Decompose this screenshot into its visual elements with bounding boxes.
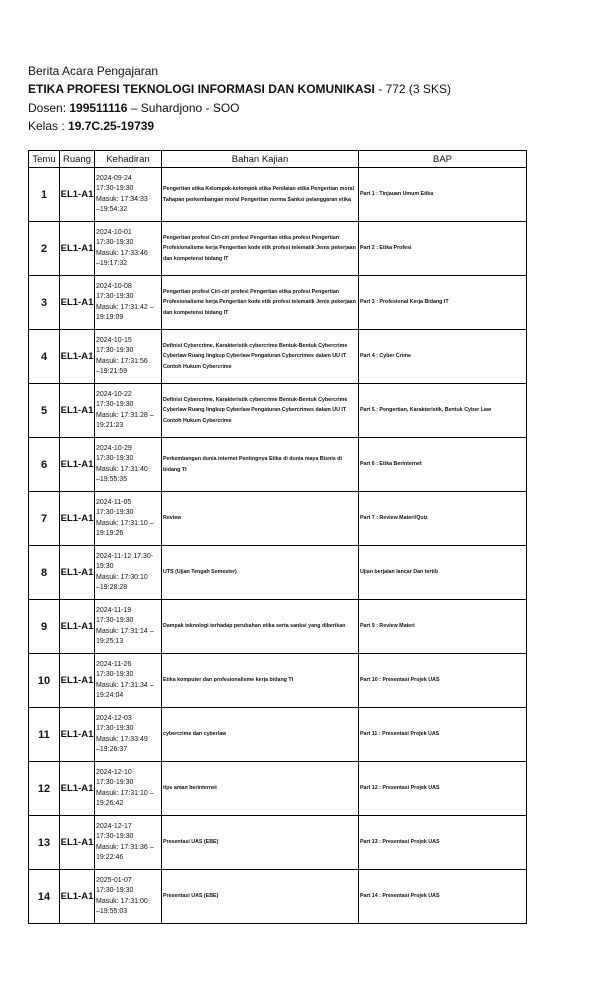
cell-bahan-kajian: Definisi Cybercrime, Karakteristik cybercrime Bentuk-Bentuk Cybercrime Cyberlaw Ruang lingkup Cyberlaw Pengaturan Cybercrimes dalam UU IT Contoh Hukum Cybercrime bbox=[162, 384, 359, 438]
attendance-line: 19:24:04 bbox=[96, 691, 124, 699]
attendance-line: –19:54:32 bbox=[96, 205, 128, 213]
cell-ruang: EL1-A1 bbox=[60, 168, 95, 222]
table-row bbox=[29, 330, 527, 384]
cell-ruang: EL1-A1 bbox=[60, 276, 95, 330]
document-title: Berita Acara Pengajaran bbox=[28, 64, 159, 78]
cell-temu: 5 bbox=[29, 384, 60, 438]
attendance-line: Masuk: 17:31:40 bbox=[96, 465, 148, 473]
course-name: ETIKA PROFESI TEKNOLOGI INFORMASI DAN KOMUNIKASI bbox=[28, 82, 375, 97]
cell-bahan-kajian: Pengertian profesi Ciri-ciri profesi Pengertian etika profesi Pengertian Profesionalisme kerja Pengertian kode etik profesi telematik Jenis pekerjaan dan kompetensi bidang IT bbox=[162, 222, 359, 276]
attendance-line: –19:55:35 bbox=[96, 475, 128, 483]
cell-bahan-kajian: Etika komputer dan profesionalisme kerja bidang TI bbox=[162, 654, 359, 708]
cell-temu: 6 bbox=[29, 438, 60, 492]
cell-kehadiran bbox=[95, 546, 162, 600]
attendance-line: 2024-10-22 bbox=[96, 391, 132, 399]
cell-bap: Part 3 : Profesional Kerja Bidang IT bbox=[359, 276, 527, 330]
attendance-line: 17:30-19:30 bbox=[96, 509, 134, 517]
cell-bap: Part 13 : Presentasi Projek UAS bbox=[359, 816, 527, 870]
attendance-line: 2024-09-24 bbox=[96, 175, 132, 183]
attendance-line: 19:25:13 bbox=[96, 637, 124, 645]
cell-temu: 12 bbox=[29, 762, 60, 816]
cell-temu: 10 bbox=[29, 654, 60, 708]
cell-bahan-kajian: Presentasi UAS (EBE) bbox=[162, 870, 359, 924]
cell-temu: 2 bbox=[29, 222, 60, 276]
course-info: - 772 (3 SKS) bbox=[374, 82, 451, 97]
cell-temu: 7 bbox=[29, 492, 60, 546]
col-header-ruang: Ruang bbox=[60, 151, 95, 168]
lecturer-id: 199511116 bbox=[69, 100, 128, 115]
cell-kehadiran bbox=[95, 870, 162, 924]
document-header bbox=[28, 62, 588, 136]
attendance-line: 2024-11-26 bbox=[96, 661, 132, 669]
attendance-line: 17:30-19:30 bbox=[96, 239, 134, 247]
cell-ruang: EL1-A1 bbox=[60, 654, 95, 708]
table-row bbox=[29, 492, 527, 546]
cell-bap: Part 10 : Presentasi Projek UAS bbox=[359, 654, 527, 708]
cell-bap: Part 7 : Review Materi/Quiz bbox=[359, 492, 527, 546]
cell-temu: 1 bbox=[29, 168, 60, 222]
cell-ruang: EL1-A1 bbox=[60, 546, 95, 600]
cell-temu: 4 bbox=[29, 330, 60, 384]
cell-bap: Part 1 : Tinjauan Umum Etika bbox=[359, 168, 527, 222]
col-header-bap: BAP bbox=[359, 151, 527, 168]
attendance-line: 2025-01-07 bbox=[96, 877, 132, 885]
attendance-line: 17:30-19:30 bbox=[96, 293, 134, 301]
cell-ruang: EL1-A1 bbox=[60, 762, 95, 816]
cell-kehadiran bbox=[95, 600, 162, 654]
cell-ruang: EL1-A1 bbox=[60, 870, 95, 924]
attendance-line: 19:22:46 bbox=[96, 853, 124, 861]
cell-kehadiran bbox=[95, 708, 162, 762]
attendance-line: 19:19:09 bbox=[96, 313, 124, 321]
table-row bbox=[29, 816, 527, 870]
table-row bbox=[29, 168, 527, 222]
cell-bap: Part 12 : Presentasi Projek UAS bbox=[359, 762, 527, 816]
cell-temu: 9 bbox=[29, 600, 60, 654]
table-row bbox=[29, 222, 527, 276]
cell-bahan-kajian: UTS (Ujian Tengah Semester) bbox=[162, 546, 359, 600]
cell-ruang: EL1-A1 bbox=[60, 816, 95, 870]
cell-ruang: EL1-A1 bbox=[60, 384, 95, 438]
attendance-line: 17:30-19:30 bbox=[96, 617, 134, 625]
table-row bbox=[29, 438, 527, 492]
attendance-line: Masuk: 17:31:00 bbox=[96, 897, 148, 905]
table-body bbox=[29, 168, 527, 924]
attendance-line: 2024-10-15 bbox=[96, 337, 132, 345]
attendance-line: Masuk: 17:31:56 bbox=[96, 357, 148, 365]
cell-bahan-kajian: Definisi Cybercrime, Karakteristik cybercrime Bentuk-Bentuk Cybercrime Cyberlaw Ruang lingkup Cyberlaw Pengaturan Cybercrimes dalam UU IT Contoh Hukum Cybercrime bbox=[162, 330, 359, 384]
cell-kehadiran bbox=[95, 222, 162, 276]
cell-bahan-kajian: Dampak teknologi terhadap perubahan etika serta sanksi yang diberikan bbox=[162, 600, 359, 654]
cell-temu: 13 bbox=[29, 816, 60, 870]
attendance-line: 2024-12-10 bbox=[96, 769, 132, 777]
cell-kehadiran bbox=[95, 438, 162, 492]
cell-kehadiran bbox=[95, 168, 162, 222]
attendance-line: 2024-12-17 bbox=[96, 823, 132, 831]
class-label: Kelas : bbox=[28, 119, 69, 134]
cell-bap: Part 14 : Presentasi Projek UAS bbox=[359, 870, 527, 924]
attendance-line: 19:30 bbox=[96, 563, 114, 571]
cell-bahan-kajian: Presentasi UAS (EBE) bbox=[162, 816, 359, 870]
attendance-line: 2024-10-29 bbox=[96, 445, 132, 453]
attendance-line: 17:30-19:30 bbox=[96, 455, 134, 463]
cell-kehadiran bbox=[95, 816, 162, 870]
cell-kehadiran bbox=[95, 276, 162, 330]
attendance-line: 17:30-19:30 bbox=[96, 833, 134, 841]
table-row bbox=[29, 870, 527, 924]
attendance-line: 17:30-19:30 bbox=[96, 401, 134, 409]
attendance-line: Masuk: 17:31:36 – bbox=[96, 843, 154, 851]
col-header-kehadiran: Kehadiran bbox=[95, 151, 162, 168]
table-row bbox=[29, 546, 527, 600]
attendance-line: 19:26:42 bbox=[96, 799, 124, 807]
col-header-temu: Temu bbox=[29, 151, 60, 168]
attendance-line: Masuk: 17:31:10 – bbox=[96, 519, 154, 527]
cell-bap: Part 11 : Presentasi Projek UAS bbox=[359, 708, 527, 762]
attendance-line: Masuk: 17:33:46 bbox=[96, 249, 148, 257]
table-row bbox=[29, 654, 527, 708]
attendance-line: 17:30-19:30 bbox=[96, 671, 134, 679]
attendance-line: 17:30-19:30 bbox=[96, 725, 134, 733]
attendance-line: 2024-11-05 bbox=[96, 499, 132, 507]
cell-ruang: EL1-A1 bbox=[60, 330, 95, 384]
cell-kehadiran bbox=[95, 492, 162, 546]
attendance-line: –19:21:59 bbox=[96, 367, 128, 375]
attendance-line: Masuk: 17:31:10 – bbox=[96, 789, 154, 797]
cell-ruang: EL1-A1 bbox=[60, 492, 95, 546]
cell-temu: 8 bbox=[29, 546, 60, 600]
attendance-line: 2024-11-19 bbox=[96, 607, 132, 615]
cell-bahan-kajian: Pengertian profesi Ciri-ciri profesi Pengertian etika profesi Pengertian Profesionalisme kerja Pengertian kode etik profesi telematik Jenis pekerjaan dan kompetensi bidang IT bbox=[162, 276, 359, 330]
attendance-line: 2024-10-08 bbox=[96, 283, 132, 291]
table-row bbox=[29, 762, 527, 816]
cell-bap: Part 4 : Cyber Crime bbox=[359, 330, 527, 384]
attendance-line: 2024-10-01 bbox=[96, 229, 132, 237]
attendance-line: Masuk: 17:31:14 – bbox=[96, 627, 154, 635]
attendance-line: 17:30-19:30 bbox=[96, 887, 134, 895]
attendance-line: 19:21:23 bbox=[96, 421, 124, 429]
attendance-line: Masuk: 17:31:42 – bbox=[96, 303, 154, 311]
cell-bahan-kajian: Perkembangan dunia internet Pentingnya Etika di dunia maya Bisnis di bidang TI bbox=[162, 438, 359, 492]
attendance-line: 2024-11-12 17:30- bbox=[96, 553, 154, 561]
attendance-line: 17:30-19:30 bbox=[96, 779, 134, 787]
lecturer-label: Dosen: bbox=[28, 100, 70, 115]
cell-kehadiran bbox=[95, 762, 162, 816]
table-header-row bbox=[29, 151, 527, 168]
attendance-line: 2024-12-03 bbox=[96, 715, 132, 723]
cell-temu: 3 bbox=[29, 276, 60, 330]
attendance-line: Masuk: 17:33:49 bbox=[96, 735, 148, 743]
cell-bahan-kajian: Review bbox=[162, 492, 359, 546]
cell-ruang: EL1-A1 bbox=[60, 222, 95, 276]
cell-kehadiran bbox=[95, 384, 162, 438]
attendance-line: 17:30-19:30 bbox=[96, 347, 134, 355]
cell-bap: Ujian berjalan lancar Dan tertib bbox=[359, 546, 527, 600]
cell-temu: 14 bbox=[29, 870, 60, 924]
cell-ruang: EL1-A1 bbox=[60, 438, 95, 492]
attendance-line: Masuk: 17:31:34 – bbox=[96, 681, 154, 689]
cell-kehadiran bbox=[95, 654, 162, 708]
class-code: 19.7C.25-19739 bbox=[68, 119, 155, 134]
cell-bap: Part 9 : Review Materi bbox=[359, 600, 527, 654]
cell-kehadiran bbox=[95, 330, 162, 384]
class-line bbox=[28, 117, 588, 135]
attendance-line: –19:28:28 bbox=[96, 583, 128, 591]
table-row bbox=[29, 708, 527, 762]
cell-bahan-kajian: cybercrime dan cyberlaw bbox=[162, 708, 359, 762]
attendance-line: 19:19:26 bbox=[96, 529, 124, 537]
attendance-line: –19:17:32 bbox=[96, 259, 128, 267]
table-row bbox=[29, 276, 527, 330]
attendance-line: Masuk: 17:31:28 – bbox=[96, 411, 154, 419]
col-header-bahan-kajian: Bahan Kajian bbox=[162, 151, 359, 168]
cell-bap: Part 5 : Pengertian, Karakteristik, Bentuk Cyber Law bbox=[359, 384, 527, 438]
cell-bahan-kajian: tips aman berinternet bbox=[162, 762, 359, 816]
cell-bap: Part 2 : Etika Profesi bbox=[359, 222, 527, 276]
table-row bbox=[29, 600, 527, 654]
attendance-line: –19:55:03 bbox=[96, 907, 128, 915]
course-line bbox=[28, 80, 588, 98]
attendance-line: Masuk: 17:30:10 bbox=[96, 573, 148, 581]
cell-ruang: EL1-A1 bbox=[60, 600, 95, 654]
attendance-line: 17:30-19:30 bbox=[96, 185, 134, 193]
cell-ruang: EL1-A1 bbox=[60, 708, 95, 762]
attendance-line: Masuk: 17:34:33 bbox=[96, 195, 148, 203]
cell-temu: 11 bbox=[29, 708, 60, 762]
cell-bahan-kajian: Pengertian etika Kelompok-kelompok etika Penilaian etika Pengertian moral Tahapan perkembangan moral Pengertian norma Sanksi pelanggaran etika bbox=[162, 168, 359, 222]
cell-bap: Part 6 : Etika Berinternet bbox=[359, 438, 527, 492]
table-row bbox=[29, 384, 527, 438]
teaching-report-table bbox=[28, 150, 527, 924]
lecturer-name: – Suhardjono - SOO bbox=[127, 100, 240, 115]
lecturer-line bbox=[28, 99, 588, 117]
attendance-line: –19:26:37 bbox=[96, 745, 128, 753]
